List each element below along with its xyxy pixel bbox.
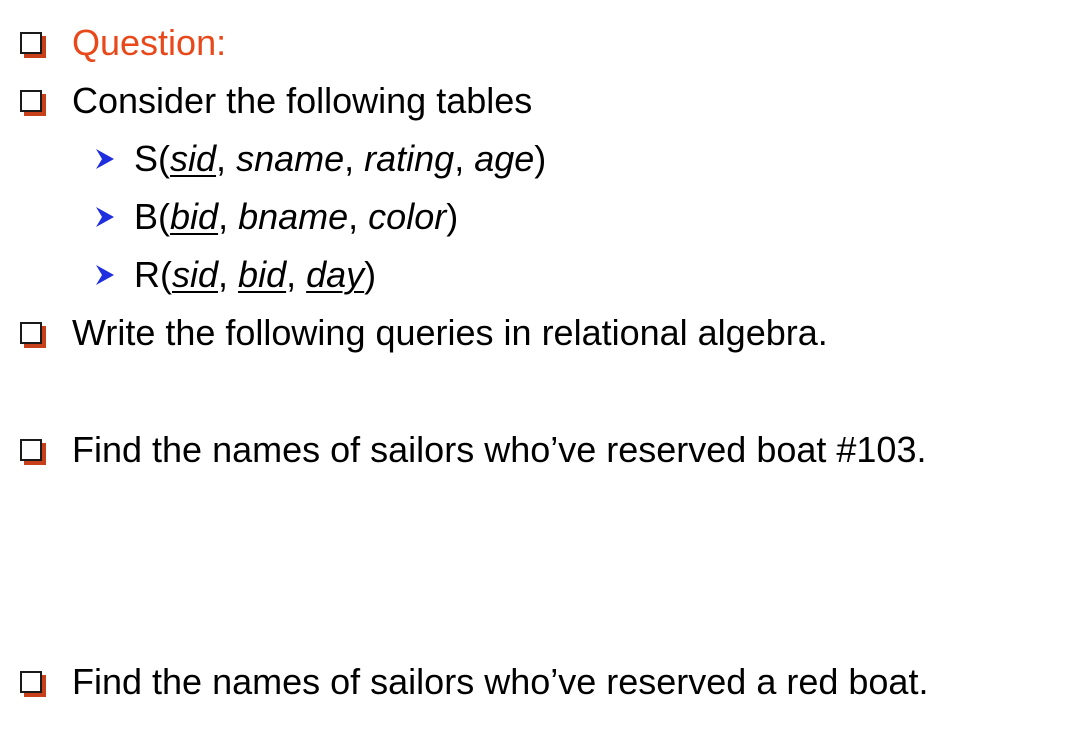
checkbox-bullet-icon <box>20 671 42 693</box>
checkbox-bullet-icon <box>20 90 42 112</box>
query-2-text: Find the names of sailors who’ve reserved a red boat. <box>72 661 929 702</box>
arrow-bullet-icon <box>92 204 118 230</box>
query-1-text: Find the names of sailors who’ve reserved boat #103. <box>72 429 927 470</box>
schema-r-text: R(sid, bid, day) <box>134 254 377 295</box>
arrow-bullet-icon <box>92 146 118 172</box>
checkbox-bullet-icon <box>20 322 42 344</box>
intro-text: Consider the following tables <box>72 80 533 121</box>
schema-s-text: S(sid, sname, rating, age) <box>134 138 547 179</box>
checkbox-bullet-icon <box>20 32 42 54</box>
question-label: Question: <box>72 22 227 63</box>
checkbox-bullet-icon <box>20 439 42 461</box>
instruction-text: Write the following queries in relational algebra. <box>72 312 828 353</box>
arrow-bullet-icon <box>92 262 118 288</box>
schema-b-text: B(bid, bname, color) <box>134 196 459 237</box>
